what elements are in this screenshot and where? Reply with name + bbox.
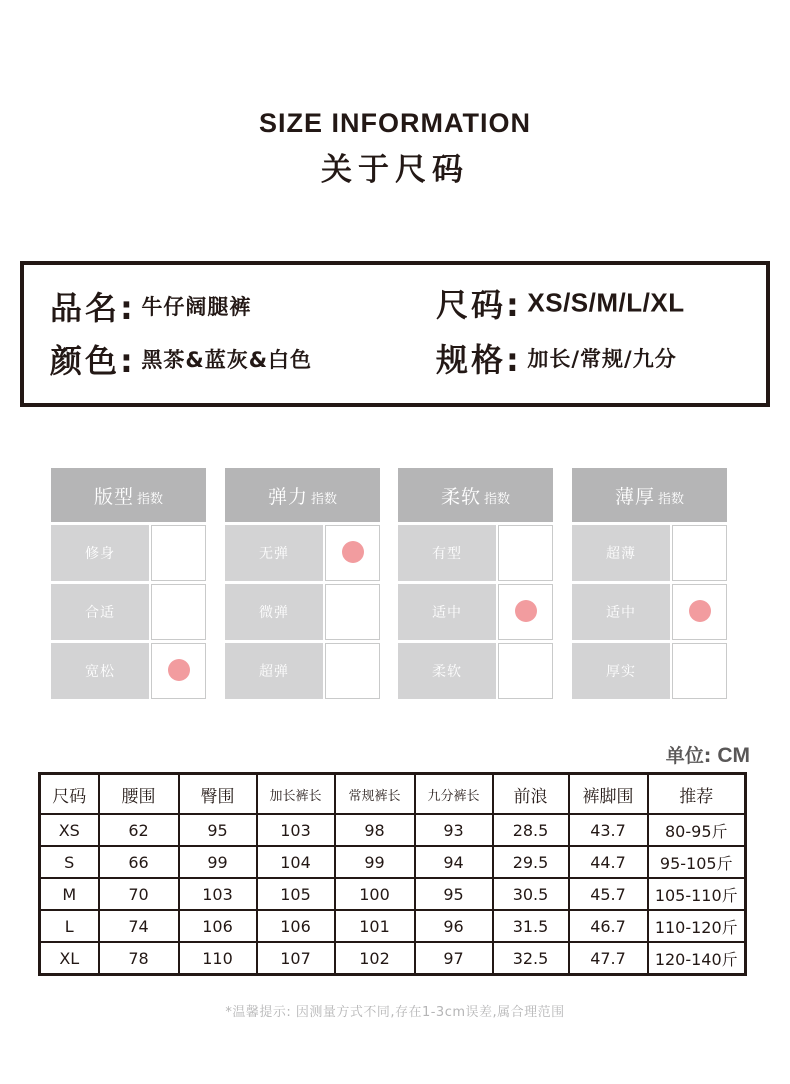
index-option-row	[398, 584, 553, 640]
table-header-cell: 推荐	[648, 774, 746, 815]
unit-label	[666, 741, 750, 768]
index-option-row	[51, 584, 206, 640]
index-option-row	[225, 643, 380, 699]
table-cell: 103	[257, 814, 335, 846]
table-header-cell: 尺码	[40, 774, 99, 815]
table-cell: 106	[179, 910, 257, 942]
table-header-cell: 裤脚围	[569, 774, 648, 815]
index-title: 弹力	[267, 485, 308, 508]
index-title: 版型	[93, 485, 134, 508]
table-cell: 43.7	[569, 814, 648, 846]
table-cell: 96	[415, 910, 493, 942]
table-cell: 99	[179, 846, 257, 878]
table-header-cell: 腰围	[99, 774, 179, 815]
index-option-cell	[151, 584, 206, 640]
product-info-box	[20, 261, 770, 407]
table-cell: M	[40, 878, 99, 910]
table-cell: 70	[99, 878, 179, 910]
table-row	[40, 846, 746, 878]
table-cell: 32.5	[493, 942, 569, 975]
table-cell: L	[40, 910, 99, 942]
index-option-label: 无弹	[225, 525, 323, 581]
table-cell: 120-140斤	[648, 942, 746, 975]
index-option-label: 微弹	[225, 584, 323, 640]
table-cell: 74	[99, 910, 179, 942]
selected-dot-marker	[689, 600, 711, 622]
index-option-row	[398, 643, 553, 699]
title-chinese: 关于尺码	[321, 152, 469, 188]
table-cell: 100	[335, 878, 415, 910]
index-suffix: 指数	[137, 491, 164, 507]
index-option-label: 超薄	[572, 525, 670, 581]
product-spec-value: 加长/常规/九分	[527, 347, 677, 371]
table-cell: 103	[179, 878, 257, 910]
index-suffix: 指数	[484, 491, 511, 507]
table-cell: 106	[257, 910, 335, 942]
index-option-row	[572, 525, 727, 581]
index-card	[398, 468, 553, 699]
product-color-label: 颜色:	[50, 342, 136, 380]
table-cell: 30.5	[493, 878, 569, 910]
index-option-cell	[672, 643, 727, 699]
table-cell: 62	[99, 814, 179, 846]
table-cell: 107	[257, 942, 335, 975]
table-cell: 44.7	[569, 846, 648, 878]
product-spec-label: 规格:	[436, 341, 522, 379]
product-name-row	[50, 283, 251, 329]
table-header-cell: 九分裤长	[415, 774, 493, 815]
index-option-row	[225, 584, 380, 640]
index-card-header	[398, 468, 553, 522]
product-color-row	[50, 336, 312, 382]
index-option-row	[225, 525, 380, 581]
table-cell: 99	[335, 846, 415, 878]
index-option-label: 修身	[51, 525, 149, 581]
product-name-value: 牛仔阔腿裤	[141, 295, 252, 319]
table-cell: 102	[335, 942, 415, 975]
product-size-label: 尺码:	[436, 286, 522, 324]
table-cell: 28.5	[493, 814, 569, 846]
product-size-value: XS/S/M/L/XL	[527, 287, 685, 318]
table-row	[40, 878, 746, 910]
size-table	[38, 772, 747, 976]
table-cell: 97	[415, 942, 493, 975]
table-cell: 45.7	[569, 878, 648, 910]
index-option-cell	[325, 525, 380, 581]
table-cell: 80-95斤	[648, 814, 746, 846]
selected-dot-marker	[168, 659, 190, 681]
index-option-cell	[151, 525, 206, 581]
table-header-cell: 常规裤长	[335, 774, 415, 815]
index-option-row	[572, 643, 727, 699]
table-cell: 93	[415, 814, 493, 846]
unit-text: 单位:	[665, 745, 712, 767]
table-cell: 31.5	[493, 910, 569, 942]
product-name-label: 品名:	[50, 289, 136, 327]
index-card-header	[225, 468, 380, 522]
index-title: 薄厚	[614, 485, 655, 508]
table-header-cell: 加长裤长	[257, 774, 335, 815]
table-cell: 110-120斤	[648, 910, 746, 942]
table-row	[40, 814, 746, 846]
selected-dot-marker	[342, 541, 364, 563]
index-option-cell	[672, 525, 727, 581]
index-option-label: 宽松	[51, 643, 149, 699]
index-option-cell	[325, 643, 380, 699]
product-size-row	[436, 280, 685, 326]
index-option-row	[51, 643, 206, 699]
table-cell: 98	[335, 814, 415, 846]
unit-value: CM	[717, 744, 750, 767]
index-card-header	[572, 468, 727, 522]
table-header-cell: 前浪	[493, 774, 569, 815]
table-row	[40, 942, 746, 975]
index-option-row	[572, 584, 727, 640]
index-option-label: 适中	[398, 584, 496, 640]
table-cell: 94	[415, 846, 493, 878]
index-option-cell	[498, 525, 553, 581]
product-spec-row	[436, 335, 677, 381]
table-cell: 105-110斤	[648, 878, 746, 910]
index-card	[225, 468, 380, 699]
table-cell: 95-105斤	[648, 846, 746, 878]
table-header-row	[40, 774, 746, 815]
index-option-cell	[672, 584, 727, 640]
index-option-cell	[325, 584, 380, 640]
selected-dot-marker	[515, 600, 537, 622]
table-cell: 95	[179, 814, 257, 846]
product-color-value: 黑茶&蓝灰&白色	[141, 348, 313, 372]
table-row	[40, 910, 746, 942]
index-option-label: 厚实	[572, 643, 670, 699]
index-option-row	[51, 525, 206, 581]
index-suffix: 指数	[658, 491, 685, 507]
table-cell: 110	[179, 942, 257, 975]
index-suffix: 指数	[311, 491, 338, 507]
index-card	[572, 468, 727, 699]
index-option-label: 合适	[51, 584, 149, 640]
index-option-cell	[151, 643, 206, 699]
index-option-row	[398, 525, 553, 581]
table-cell: 78	[99, 942, 179, 975]
index-title: 柔软	[440, 485, 481, 508]
index-option-label: 有型	[398, 525, 496, 581]
index-card-header	[51, 468, 206, 522]
index-option-label: 柔软	[398, 643, 496, 699]
table-cell: 105	[257, 878, 335, 910]
table-cell: 104	[257, 846, 335, 878]
table-cell: XS	[40, 814, 99, 846]
index-option-cell	[498, 643, 553, 699]
index-option-label: 超弹	[225, 643, 323, 699]
index-card	[51, 468, 206, 699]
index-option-cell	[498, 584, 553, 640]
table-cell: 95	[415, 878, 493, 910]
measurement-note: *温馨提示: 因测量方式不同,存在1-3cm误差,属合理范围	[225, 1005, 565, 1020]
title-english: SIZE INFORMATION	[259, 108, 531, 138]
table-cell: 66	[99, 846, 179, 878]
table-header-cell: 臀围	[179, 774, 257, 815]
table-cell: S	[40, 846, 99, 878]
index-option-label: 适中	[572, 584, 670, 640]
table-cell: 46.7	[569, 910, 648, 942]
table-cell: XL	[40, 942, 99, 975]
table-cell: 101	[335, 910, 415, 942]
table-cell: 47.7	[569, 942, 648, 975]
table-cell: 29.5	[493, 846, 569, 878]
